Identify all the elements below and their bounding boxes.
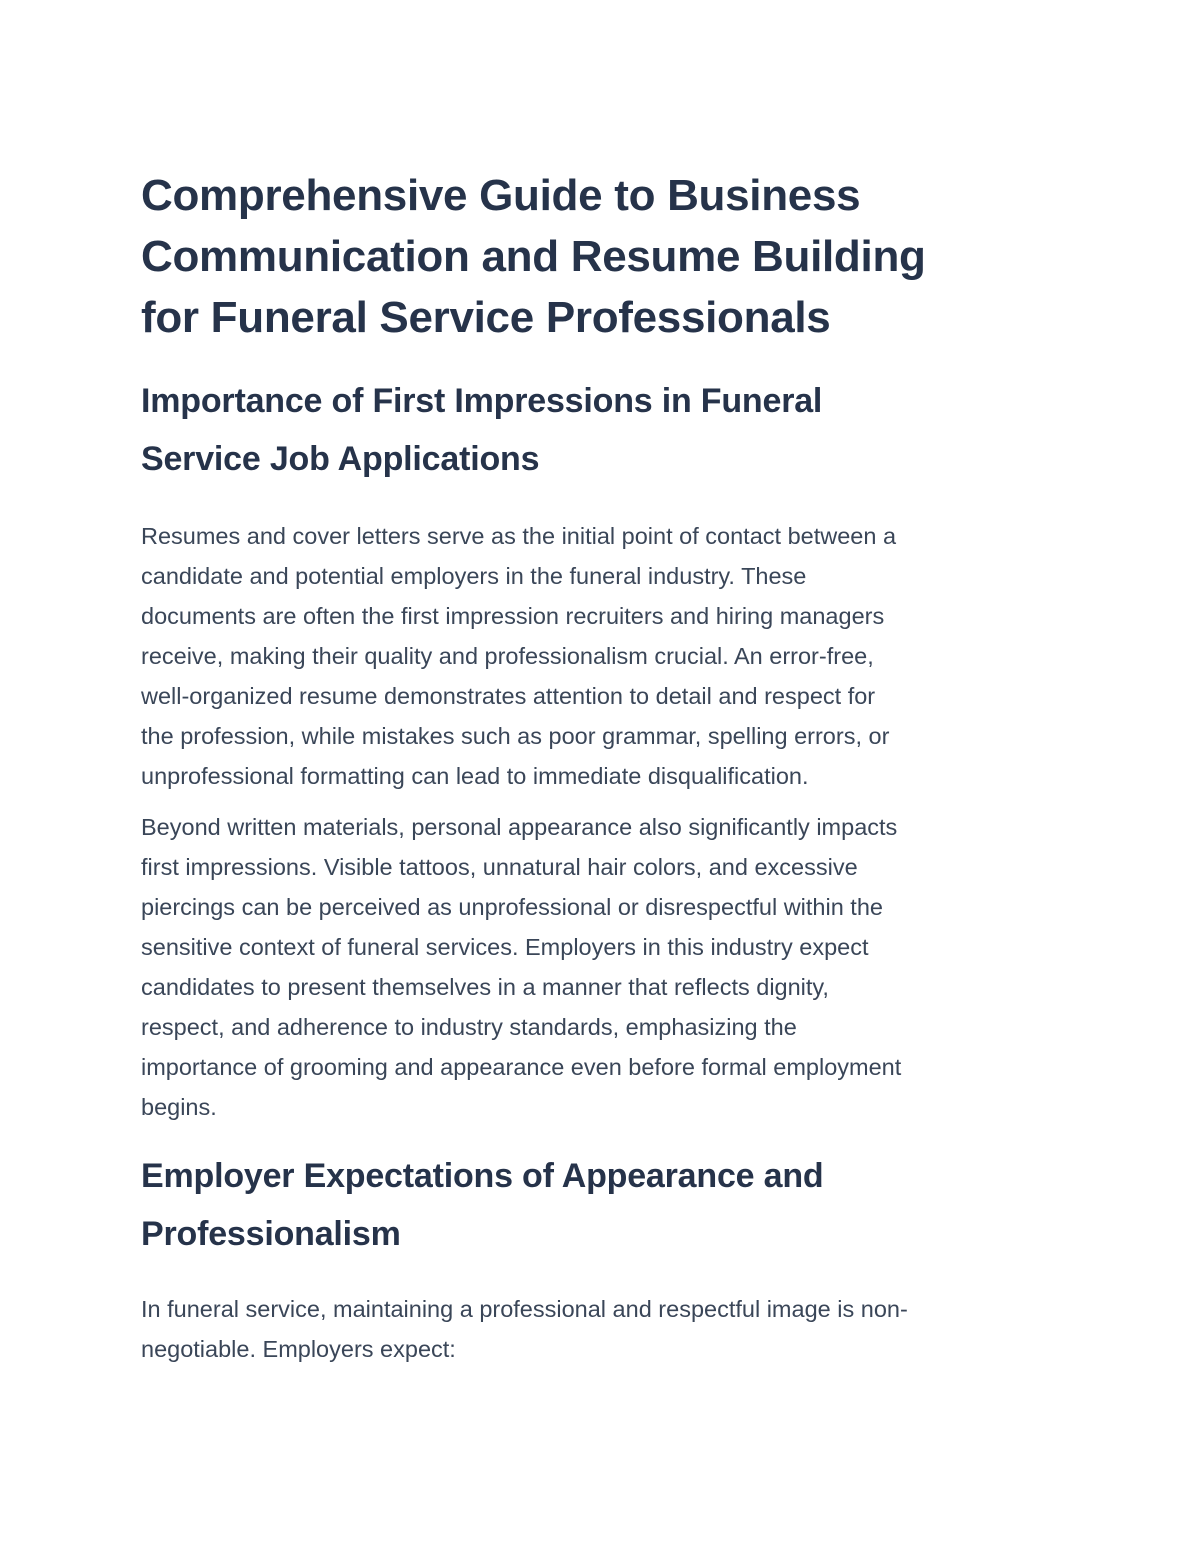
paragraph-personal-appearance: Beyond written materials, personal appearance also significantly impacts first impressions. Visible tattoos, unnatural hair colors, and excessive piercings can be perceived as unprofessional or disrespectful within the sensitive context of funeral services. Employers in this industry expect candidates to present themselves in a manner that reflects dignity, respect, and adherence to industry standards, emphasizing the importance of grooming and appearance even before formal employment begins. bbox=[141, 814, 902, 1120]
paragraph-professional-image: In funeral service, maintaining a professional and respectful image is non- negotiable. Employers expect: bbox=[141, 1296, 908, 1362]
paragraph-resumes-cover-letters: Resumes and cover letters serve as the initial point of contact between a candidate and potential employers in the funeral industry. These documents are often the first impression recruiters and hiring managers receive, making their quality and professionalism crucial. An error-free, well-organized resume demonstrates attention to detail and respect for the profession, while mistakes such as poor grammar, spelling errors, or unprofessional formatting can lead to immediate disqualification. bbox=[141, 523, 897, 789]
document-page bbox=[141, 165, 1061, 1369]
document-title: Comprehensive Guide to Business Communication and Resume Building for Funeral Service Professionals bbox=[141, 171, 926, 342]
section-heading-employer-expectations: Employer Expectations of Appearance and Professionalism bbox=[141, 1157, 824, 1253]
section-heading-first-impressions: Importance of First Impressions in Funeral Service Job Applications bbox=[141, 382, 823, 478]
